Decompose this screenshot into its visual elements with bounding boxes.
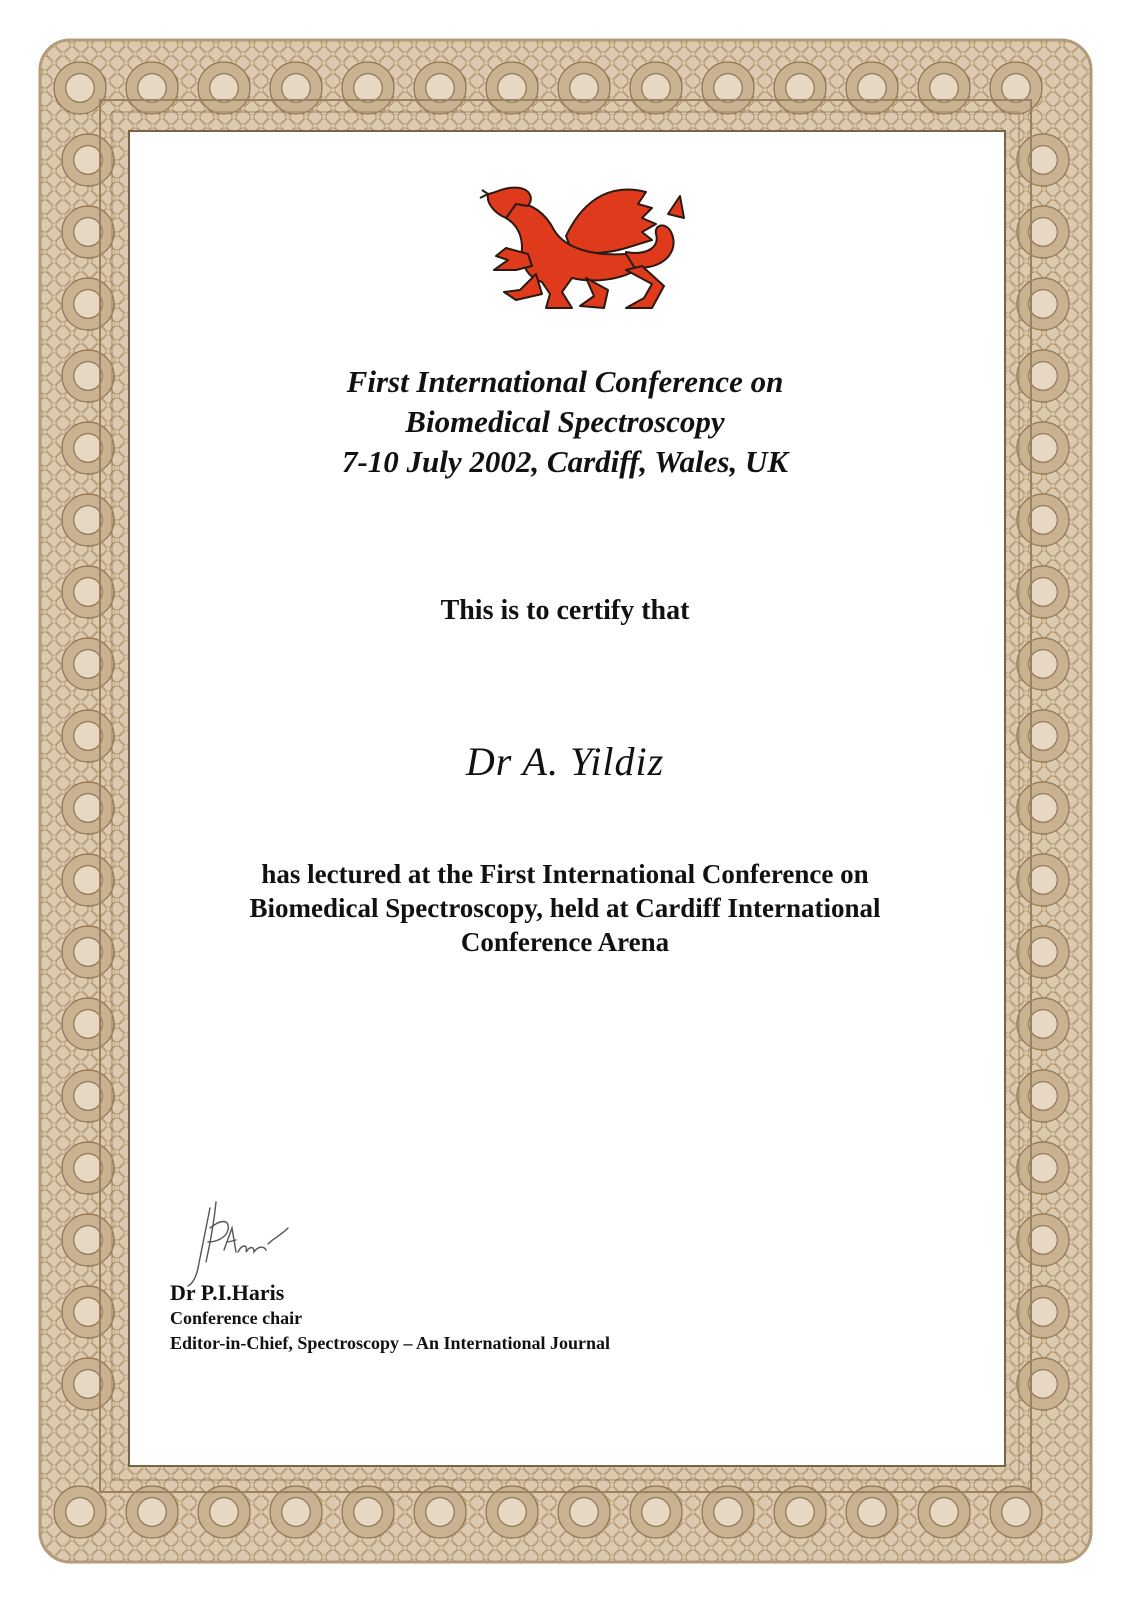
border-ornament-inner (1029, 722, 1058, 751)
border-ornament-inner (354, 1498, 383, 1527)
border-ornament-inner (1002, 1498, 1031, 1527)
border-ornament-inner (1029, 434, 1058, 463)
welsh-dragon-icon (476, 174, 698, 316)
border-ornament-inner (74, 1010, 103, 1039)
certificate-body-line-1: has lectured at the First International Conference on (261, 859, 869, 889)
border-ornament-inner (1029, 1226, 1058, 1255)
border-ornament-inner (74, 434, 103, 463)
border-ornament-inner (1029, 578, 1058, 607)
border-ornament-inner (74, 578, 103, 607)
border-ornament-inner (786, 1498, 815, 1527)
border-ornament-inner (858, 74, 887, 103)
border-ornament-inner (210, 74, 239, 103)
conference-heading-line-2: Biomedical Spectroscopy (405, 404, 725, 439)
border-ornament-inner (498, 1498, 527, 1527)
border-ornament-inner (1029, 866, 1058, 895)
border-ornament-inner (930, 74, 959, 103)
border-ornament-inner (426, 1498, 455, 1527)
border-ornament-inner (1029, 218, 1058, 247)
border-ornament-inner (74, 1082, 103, 1111)
border-ornament-inner (786, 74, 815, 103)
recipient-name: Dr A. Yildiz (465, 739, 665, 784)
conference-dates-location: 7-10 July 2002, Cardiff, Wales, UK (341, 444, 789, 479)
border-ornament-inner (138, 1498, 167, 1527)
signatory-title: Editor-in-Chief, Spectroscopy – An International Journal (170, 1333, 611, 1353)
conference-heading-line-1: First International Conference on (346, 364, 784, 399)
border-ornament-inner (1029, 1010, 1058, 1039)
border-ornament-inner (74, 866, 103, 895)
border-ornament-inner (570, 1498, 599, 1527)
border-ornament-inner (1002, 74, 1031, 103)
signatory-name: Dr P.I.Haris (170, 1280, 285, 1305)
certificate-body-line-2: Biomedical Spectroscopy, held at Cardiff International (249, 893, 881, 923)
border-ornament-inner (74, 290, 103, 319)
border-ornament-inner (1029, 1154, 1058, 1183)
border-ornament-inner (1029, 362, 1058, 391)
border-ornament-inner (1029, 1370, 1058, 1399)
border-ornament-inner (74, 506, 103, 535)
border-ornament-inner (858, 1498, 887, 1527)
border-ornament-inner (1029, 938, 1058, 967)
border-ornament-inner (74, 794, 103, 823)
border-ornament-inner (66, 1498, 95, 1527)
border-ornament-inner (74, 650, 103, 679)
border-ornament-inner (930, 1498, 959, 1527)
border-ornament-inner (66, 74, 95, 103)
border-ornament-inner (714, 1498, 743, 1527)
border-ornament-inner (1029, 290, 1058, 319)
border-ornament-inner (210, 1498, 239, 1527)
border-ornament-inner (74, 938, 103, 967)
border-ornament-inner (1029, 146, 1058, 175)
border-ornament-inner (642, 1498, 671, 1527)
border-ornament-inner (282, 1498, 311, 1527)
border-ornament-inner (426, 74, 455, 103)
border-ornament-inner (1029, 1082, 1058, 1111)
border-ornament-inner (570, 74, 599, 103)
certificate-body-line-3: Conference Arena (460, 927, 670, 957)
conference-heading (128, 362, 1002, 482)
border-ornament-inner (74, 722, 103, 751)
border-ornament-inner (74, 1370, 103, 1399)
border-ornament-inner (1029, 506, 1058, 535)
border-ornament-inner (74, 218, 103, 247)
signatory-block (170, 1280, 610, 1356)
certificate-body (128, 857, 1002, 959)
border-ornament-inner (282, 74, 311, 103)
certify-statement: This is to certify that (440, 595, 690, 626)
border-ornament-inner (74, 362, 103, 391)
signatory-role: Conference chair (170, 1308, 303, 1328)
border-ornament-inner (498, 74, 527, 103)
border-ornament-inner (74, 146, 103, 175)
border-ornament-inner (1029, 650, 1058, 679)
border-ornament-inner (1029, 1298, 1058, 1327)
border-ornament-inner (1029, 794, 1058, 823)
border-ornament-inner (74, 1298, 103, 1327)
border-ornament-inner (642, 74, 671, 103)
border-ornament-inner (74, 1154, 103, 1183)
border-ornament-inner (354, 74, 383, 103)
signature (180, 1198, 300, 1290)
border-ornament-inner (138, 74, 167, 103)
border-ornament-inner (74, 1226, 103, 1255)
border-ornament-inner (714, 74, 743, 103)
